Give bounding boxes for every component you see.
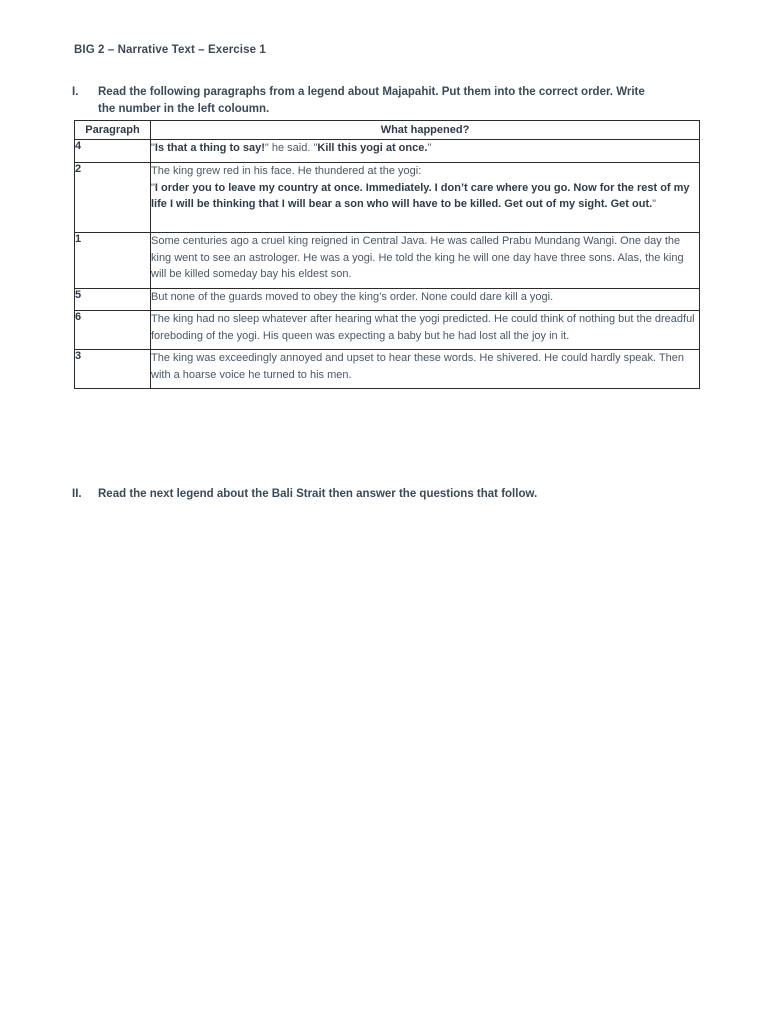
text-part-bold: Kill this yogi at once. <box>317 142 428 154</box>
section-one-instruction-line2: the number in the left coloumn. <box>98 103 270 115</box>
section-one-instruction <box>98 84 692 118</box>
paragraph-text <box>151 140 700 163</box>
table-row <box>75 140 700 163</box>
paragraph-text: But none of the guards moved to obey the king’s order. None could dare kill a yogi. <box>151 289 700 311</box>
section-one <box>72 84 692 118</box>
table-row <box>75 163 700 233</box>
paragraph-number: 1 <box>75 233 151 289</box>
paragraph-quote <box>151 180 699 213</box>
table-row <box>75 350 700 389</box>
table-row <box>75 311 700 350</box>
text-part-bold: I order you to leave my country at once. Immediately. I don’t care where you go. Now for the rest of my life I will be thinking that I will bear a son who will have to be killed. Get out of my sight. Get out. <box>151 181 690 210</box>
table-header-row <box>75 121 700 140</box>
paragraph-line: The king grew red in his face. He thundered at the yogi: <box>151 165 422 177</box>
text-part-bold: Is that a thing to say! <box>154 142 265 154</box>
text-part: " he said. " <box>264 142 318 154</box>
quote-close: " <box>652 198 657 210</box>
paragraph-text <box>151 163 700 233</box>
section-two <box>72 486 692 503</box>
section-one-number: I. <box>72 86 79 98</box>
paragraph-number: 3 <box>75 350 151 389</box>
document-title: BIG 2 – Narrative Text – Exercise 1 <box>74 44 266 56</box>
paragraph-number: 2 <box>75 163 151 233</box>
paragraph-text: The king was exceedingly annoyed and upset to hear these words. He shivered. He could hardly speak. Then with a hoarse voice he turned to his men. <box>151 350 700 389</box>
paragraph-order-table <box>74 120 700 389</box>
text-part: " <box>151 142 155 154</box>
paragraph-text: The king had no sleep whatever after hearing what the yogi predicted. He could think of nothing but the dreadful foreboding of the yogi. His queen was expecting a baby but he had lost all the joy in it. <box>151 311 700 350</box>
paragraph-number: 4 <box>75 140 151 163</box>
table-row <box>75 289 700 311</box>
header-paragraph: Paragraph <box>75 121 151 140</box>
paragraph-text: Some centuries ago a cruel king reigned in Central Java. He was called Prabu Mundang Wangi. One day the king went to see an astrologer. He was a yogi. He told the king he will one day have three sons. Alas, the king will be killed someday bay his eldest son. <box>151 233 700 289</box>
quote-open: " <box>151 181 155 194</box>
paragraph-number: 6 <box>75 311 151 350</box>
table-row <box>75 233 700 289</box>
section-two-instruction: Read the next legend about the Bali Strait then answer the questions that follow. <box>98 488 538 500</box>
header-what-happened: What happened? <box>151 121 700 140</box>
section-one-instruction-line1: Read the following paragraphs from a legend about Majapahit. Put them into the correct order. Write <box>98 86 645 98</box>
text-part: " <box>427 142 432 154</box>
section-two-number: II. <box>72 488 82 500</box>
paragraph-number: 5 <box>75 289 151 311</box>
